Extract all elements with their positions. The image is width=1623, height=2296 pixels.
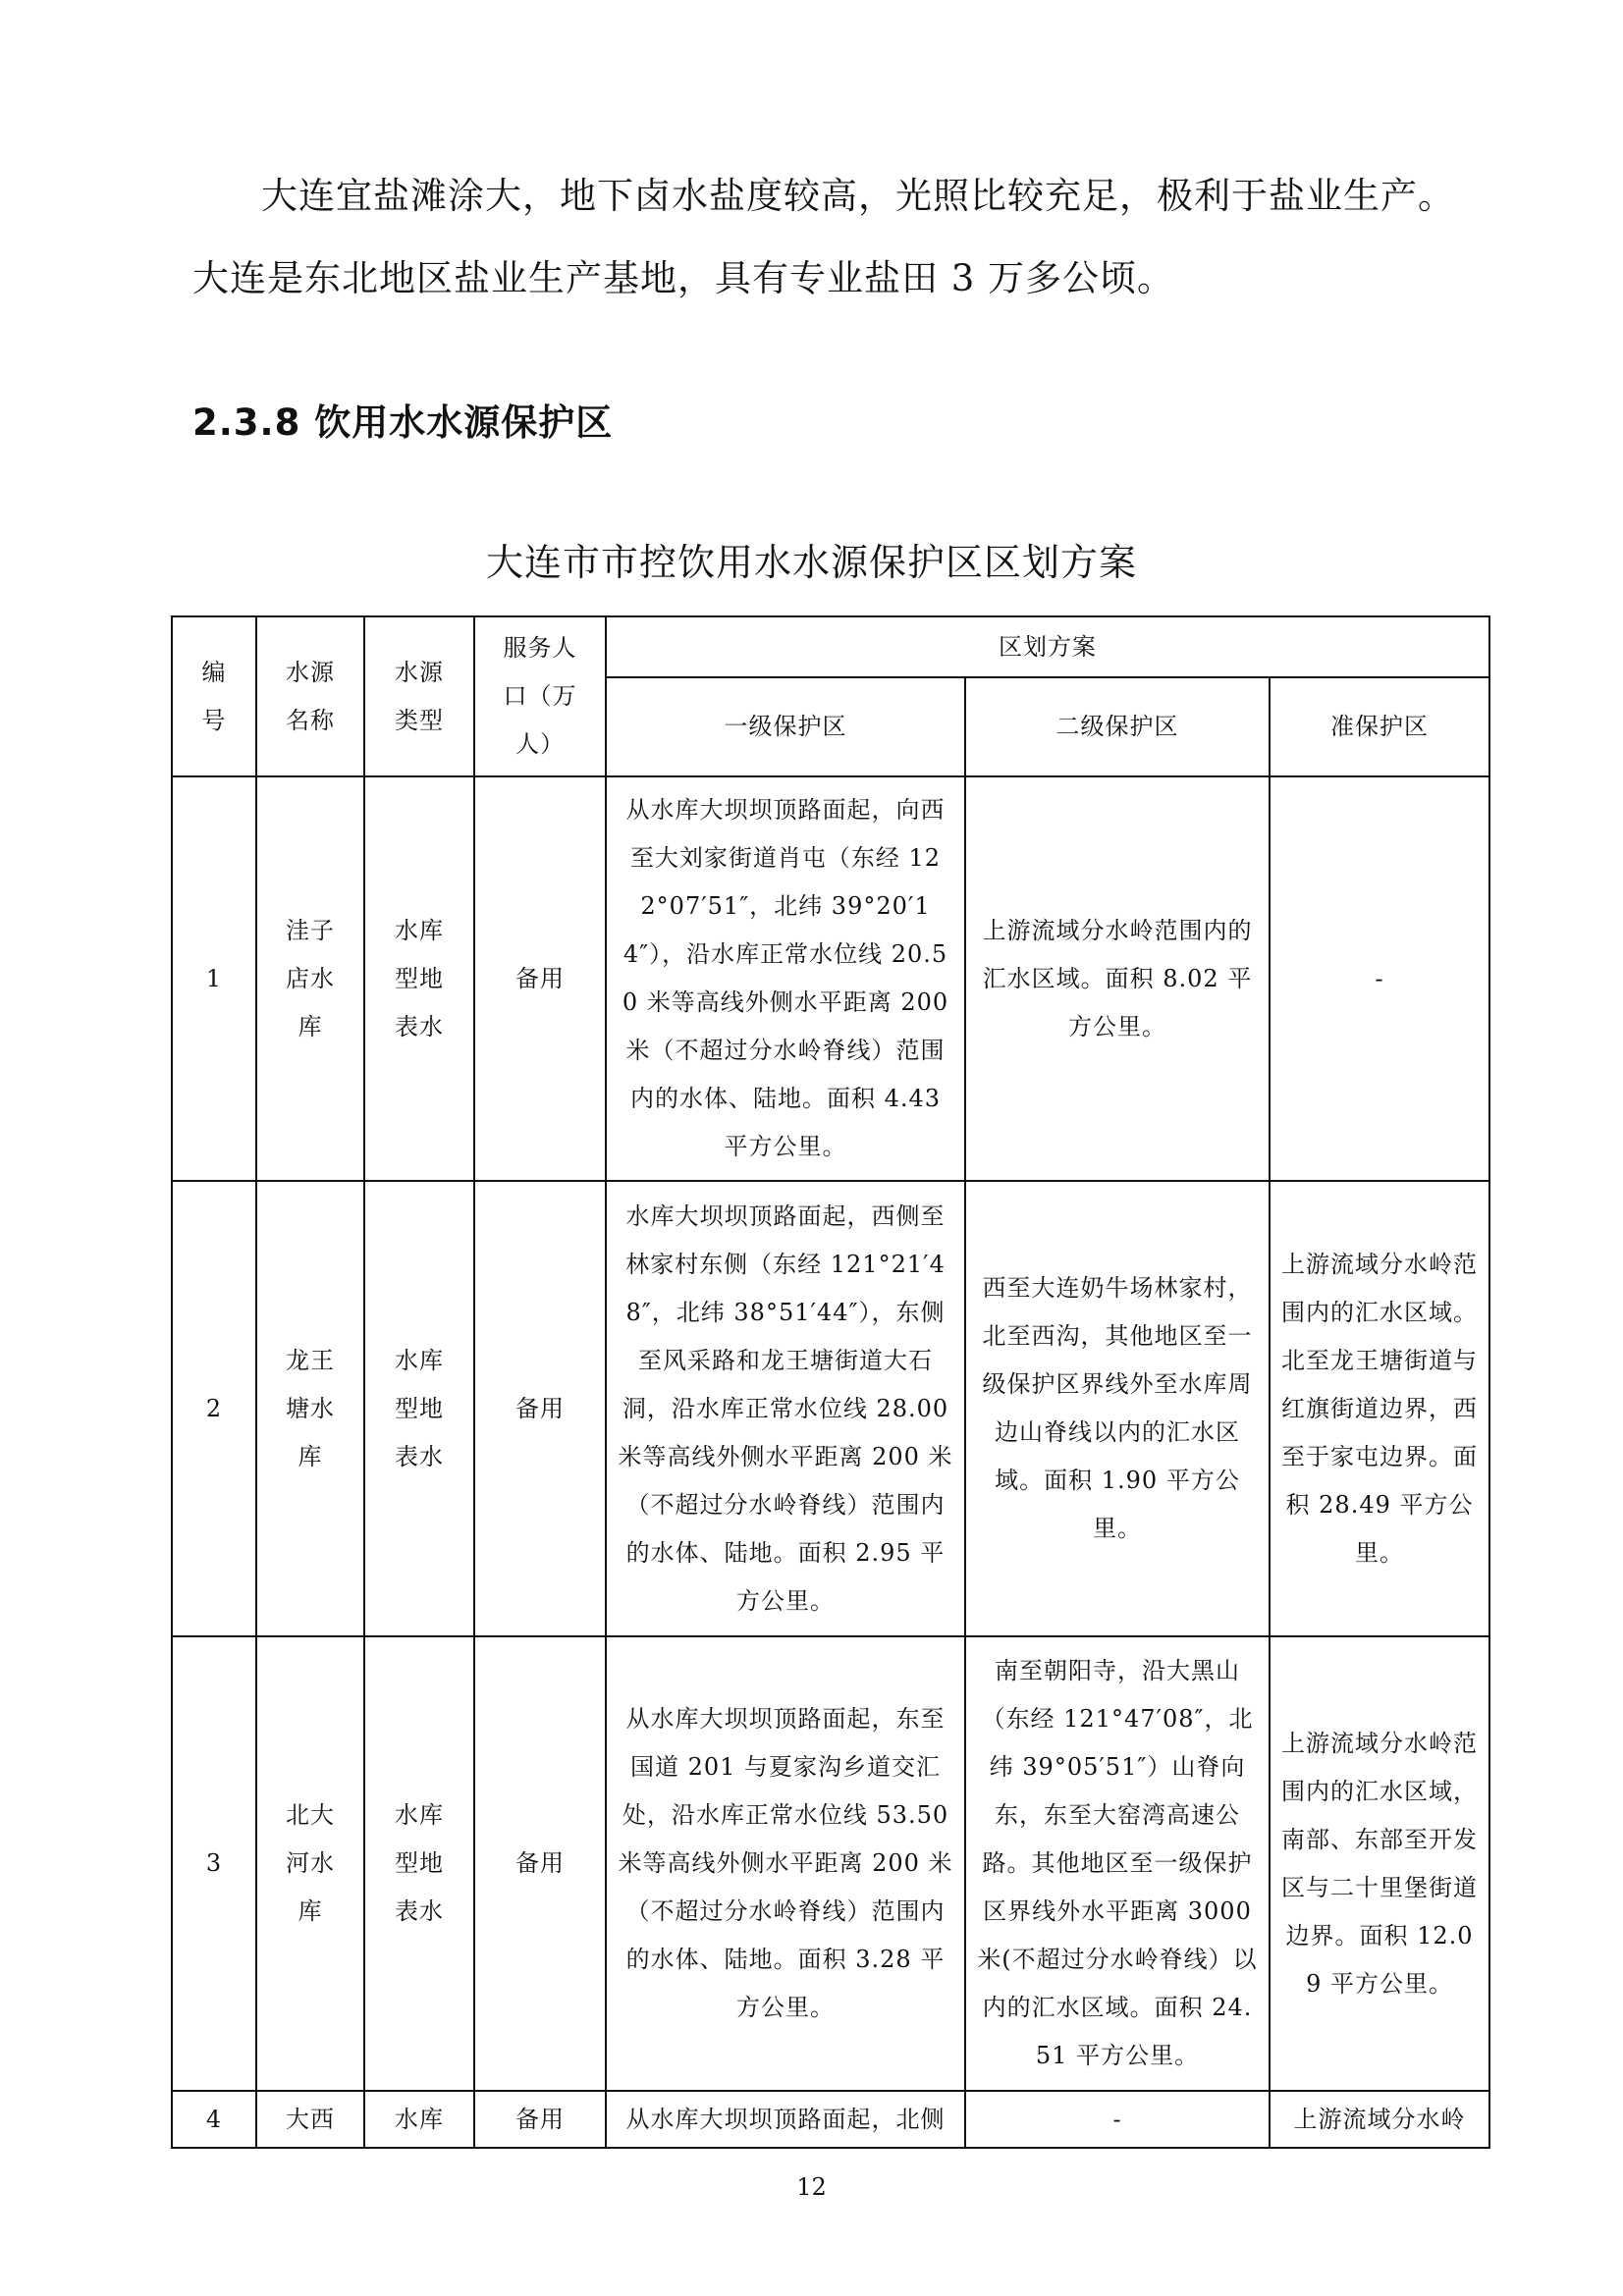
row-type: 水库 [364, 2091, 474, 2148]
row-level2: 南至朝阳寺，沿大黑山（东经 121°47′08″，北纬 39°05′51″）山脊向东，东至大窑湾高速公路。其他地区至一级保护区界线外水平距离 3000 米(不超过分水岭脊线）以内的汇水区域。面积 24.51 平方公里。 [965, 1636, 1270, 2091]
row-name: 大西 [256, 2091, 364, 2148]
row-level1: 从水库大坝坝顶路面起，北侧 [606, 2091, 965, 2148]
row-type: 水库型地表水 [364, 1636, 474, 2091]
row-level1: 从水库大坝坝顶路面起，东至国道 201 与夏家沟乡道交汇处，沿水库正常水位线 53.50 米等高线外侧水平距离 200 米（不超过分水岭脊线）范围内的水体、陆地。面积 3.28 平方公里。 [606, 1636, 965, 2091]
protection-zone-table [171, 615, 1490, 2149]
header-level1: 一级保护区 [606, 677, 965, 776]
row-population: 备用 [474, 776, 606, 1181]
row-name: 洼子店水库 [256, 776, 364, 1181]
row-level1: 水库大坝坝顶路面起，西侧至林家村东侧（东经 121°21′48″，北纬 38°51′44″），东侧至风采路和龙王塘街道大石洞，沿水库正常水位线 28.00 米等高线外侧水平距离 200 米（不超过分水岭脊线）范围内的水体、陆地。面积 2.95 平方公里。 [606, 1181, 965, 1636]
header-type: 水源类型 [364, 616, 474, 776]
row-quasi: 上游流域分水岭 [1270, 2091, 1489, 2148]
row-level2: 上游流域分水岭范围内的汇水区域。面积 8.02 平方公里。 [965, 776, 1270, 1181]
row-level1: 从水库大坝坝顶路面起，向西至大刘家街道肖屯（东经 122°07′51″，北纬 39°20′14″），沿水库正常水位线 20.50 米等高线外侧水平距离 200 米（不超过分水岭脊线）范围内的水体、陆地。面积 4.43 平方公里。 [606, 776, 965, 1181]
row-quasi: 上游流域分水岭范围内的汇水区域，南部、东部至开发区与二十里堡街道边界。面积 12.09 平方公里。 [1270, 1636, 1489, 2091]
table-row [172, 1636, 1489, 2091]
section-heading: 2.3.8 饮用水水源保护区 [192, 401, 614, 444]
paragraph-line-2: 大连是东北地区盐业生产基地，具有专业盐田 3 万多公顷。 [192, 257, 1175, 299]
header-number: 编号 [172, 616, 256, 776]
row-number: 2 [172, 1181, 256, 1636]
row-level2: 西至大连奶牛场林家村，北至西沟，其他地区至一级保护区界线外至水库周边山脊线以内的汇水区域。面积 1.90 平方公里。 [965, 1181, 1270, 1636]
row-population: 备用 [474, 2091, 606, 2148]
row-name: 北大河水库 [256, 1636, 364, 2091]
paragraph-line-1: 大连宜盐滩涂大，地下卤水盐度较高，光照比较充足，极利于盐业生产。 [261, 175, 1455, 217]
row-number: 4 [172, 2091, 256, 2148]
table-header-row [172, 616, 1489, 677]
row-number: 1 [172, 776, 256, 1181]
table-row [172, 776, 1489, 1181]
table-title: 大连市市控饮用水水源保护区区划方案 [485, 541, 1137, 584]
row-quasi: - [1270, 776, 1489, 1181]
row-number: 3 [172, 1636, 256, 2091]
header-plan: 区划方案 [606, 616, 1489, 677]
row-type: 水库型地表水 [364, 1181, 474, 1636]
row-population: 备用 [474, 1181, 606, 1636]
header-level2: 二级保护区 [965, 677, 1270, 776]
page-number: 12 [796, 2173, 827, 2201]
table-row [172, 1181, 1489, 1636]
row-type: 水库型地表水 [364, 776, 474, 1181]
row-quasi: 上游流域分水岭范围内的汇水区域。北至龙王塘街道与红旗街道边界，西至于家屯边界。面积 28.49 平方公里。 [1270, 1181, 1489, 1636]
header-name: 水源名称 [256, 616, 364, 776]
row-level2: - [965, 2091, 1270, 2148]
body-paragraph [192, 155, 1488, 320]
header-population: 服务人口（万人） [474, 616, 606, 776]
row-population: 备用 [474, 1636, 606, 2091]
table-row [172, 2091, 1489, 2148]
row-name: 龙王塘水库 [256, 1181, 364, 1636]
header-quasi: 准保护区 [1270, 677, 1489, 776]
